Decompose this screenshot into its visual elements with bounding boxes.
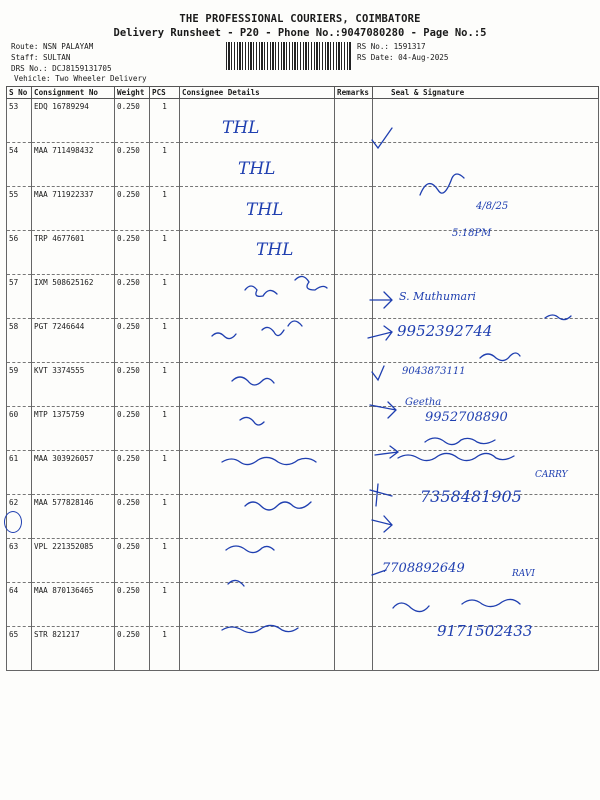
cell-sno: 65 [7, 627, 32, 671]
cell-remarks [335, 231, 373, 275]
cell-pcs: 1 [150, 451, 180, 495]
drs-number: DRS No.: DCJ8159131705 [11, 64, 112, 73]
table-row [7, 99, 599, 143]
cell-weight: 0.250 [115, 231, 150, 275]
cell-weight: 0.250 [115, 539, 150, 583]
cell-weight: 0.250 [115, 319, 150, 363]
cell-seal-signature [373, 143, 599, 187]
cell-weight: 0.250 [115, 363, 150, 407]
cell-remarks [335, 363, 373, 407]
cell-consignee-details [180, 495, 335, 539]
handwritten-name: S. Muthumari [399, 290, 476, 303]
cell-consignee-details [180, 583, 335, 627]
handwritten-thl: THL [238, 159, 276, 179]
cell-consignee-details [180, 275, 335, 319]
cell-weight: 0.250 [115, 451, 150, 495]
cell-consignee-details [180, 451, 335, 495]
header-consignee: Consignee Details [180, 87, 335, 99]
header-sno: S No [7, 87, 32, 99]
table-row [7, 143, 599, 187]
handwritten-name: RAVI [512, 569, 535, 579]
cell-sno: 61 [7, 451, 32, 495]
staff-label: Staff: SULTAN [11, 53, 71, 62]
handwritten-phone: 9043873111 [402, 366, 466, 377]
cell-remarks [335, 539, 373, 583]
cell-sno: 64 [7, 583, 32, 627]
header-consignment: Consignment No [32, 87, 115, 99]
cell-pcs: 1 [150, 495, 180, 539]
handwritten-note: CARRY [535, 470, 568, 480]
cell-pcs: 1 [150, 407, 180, 451]
cell-weight: 0.250 [115, 407, 150, 451]
table-row [7, 187, 599, 231]
runsheet-subtitle: Delivery Runsheet - P20 - Phone No.:9047080280 - Page No.:5 [113, 27, 487, 39]
cell-pcs: 1 [150, 319, 180, 363]
route-label: Route: NSN PALAYAM [11, 42, 94, 51]
header-signature: Seal & Signature [373, 87, 599, 99]
cell-weight: 0.250 [115, 187, 150, 231]
header-weight: Weight [115, 87, 150, 99]
cell-seal-signature [373, 583, 599, 627]
cell-consignment-no: MAA 711498432 [32, 143, 115, 187]
handwritten-thl: THL [246, 200, 284, 220]
cell-consignment-no: MAA 870136465 [32, 583, 115, 627]
rs-number: RS No.: 1591317 [357, 42, 426, 51]
cell-sno: 55 [7, 187, 32, 231]
cell-consignee-details [180, 627, 335, 671]
cell-remarks [335, 275, 373, 319]
handwritten-phone: 9171502433 [437, 622, 533, 640]
cell-remarks [335, 451, 373, 495]
cell-remarks [335, 99, 373, 143]
cell-pcs: 1 [150, 583, 180, 627]
cell-pcs: 1 [150, 275, 180, 319]
cell-sno: 56 [7, 231, 32, 275]
cell-weight: 0.250 [115, 275, 150, 319]
header-remarks: Remarks [335, 87, 373, 99]
cell-sno: 63 [7, 539, 32, 583]
handwritten-phone: 7708892649 [382, 561, 465, 576]
table-row [7, 583, 599, 627]
cell-consignment-no: STR 821217 [32, 627, 115, 671]
handwritten-name: Geetha [405, 397, 442, 408]
handwritten-date: 4/8/25 [476, 201, 509, 212]
table-row [7, 407, 599, 451]
cell-consignment-no: VPL 221352085 [32, 539, 115, 583]
table-row [7, 231, 599, 275]
cell-sno: 59 [7, 363, 32, 407]
cell-sno: 53 [7, 99, 32, 143]
cell-pcs: 1 [150, 231, 180, 275]
handwritten-phone: 9952392744 [397, 322, 493, 340]
cell-remarks [335, 407, 373, 451]
cell-weight: 0.250 [115, 627, 150, 671]
cell-pcs: 1 [150, 187, 180, 231]
cell-weight: 0.250 [115, 99, 150, 143]
company-title: THE PROFESSIONAL COURIERS, COIMBATORE [179, 13, 421, 25]
table-row [7, 319, 599, 363]
table-row [7, 539, 599, 583]
cell-remarks [335, 187, 373, 231]
cell-pcs: 1 [150, 363, 180, 407]
header-pcs: PCS [150, 87, 180, 99]
cell-pcs: 1 [150, 627, 180, 671]
cell-remarks [335, 583, 373, 627]
cell-sno: 58 [7, 319, 32, 363]
cell-pcs: 1 [150, 99, 180, 143]
cell-remarks [335, 627, 373, 671]
cell-consignee-details [180, 363, 335, 407]
cell-pcs: 1 [150, 539, 180, 583]
cell-seal-signature [373, 99, 599, 143]
handwritten-thl: THL [222, 118, 260, 138]
cell-remarks [335, 143, 373, 187]
cell-consignment-no: PGT 7246644 [32, 319, 115, 363]
handwritten-phone: 7358481905 [420, 487, 522, 506]
cell-consignment-no: MAA 577828146 [32, 495, 115, 539]
cell-sno: 60 [7, 407, 32, 451]
rs-date: RS Date: 04-Aug-2025 [357, 53, 449, 62]
table-body [7, 99, 599, 671]
cell-consignment-no: IXM 508625162 [32, 275, 115, 319]
cell-consignment-no: EDQ 16789294 [32, 99, 115, 143]
cell-consignee-details [180, 319, 335, 363]
handwritten-phone: 9952708890 [425, 410, 508, 425]
cell-pcs: 1 [150, 143, 180, 187]
table-row [7, 363, 599, 407]
delivery-table [6, 86, 599, 671]
barcode-image [226, 42, 352, 70]
cell-consignee-details [180, 407, 335, 451]
table-row [7, 275, 599, 319]
cell-consignment-no: KVT 3374555 [32, 363, 115, 407]
cell-weight: 0.250 [115, 143, 150, 187]
cell-sno: 57 [7, 275, 32, 319]
cell-weight: 0.250 [115, 583, 150, 627]
cell-consignment-no: MTP 1375759 [32, 407, 115, 451]
cell-consignment-no: TRP 4677601 [32, 231, 115, 275]
cell-remarks [335, 319, 373, 363]
cell-sno: 62 [7, 495, 32, 539]
handwritten-time: 5:18PM [452, 228, 492, 239]
cell-consignment-no: MAA 303926057 [32, 451, 115, 495]
table-header-row [7, 87, 599, 99]
cell-remarks [335, 495, 373, 539]
row-circle-mark [4, 511, 22, 533]
cell-sno: 54 [7, 143, 32, 187]
cell-weight: 0.250 [115, 495, 150, 539]
cell-consignee-details [180, 539, 335, 583]
vehicle-label: Vehicle: Two Wheeler Delivery [14, 74, 147, 83]
handwritten-thl: THL [256, 240, 294, 260]
cell-consignment-no: MAA 711922337 [32, 187, 115, 231]
